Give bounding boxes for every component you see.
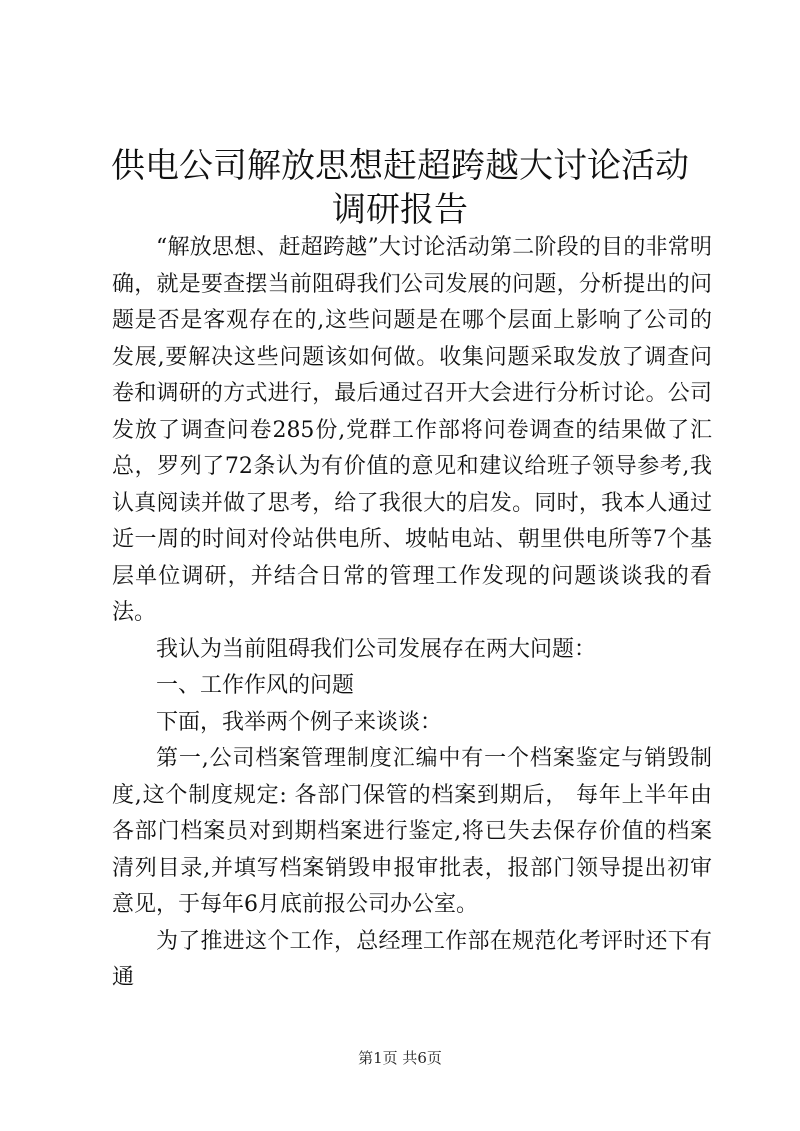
page-footer: 第1页 共6页 <box>358 1049 442 1067</box>
paragraph-first-example: 第一,公司档案管理制度汇编中有一个档案鉴定与销毁制度,这个制度规定: 各部门保管的档案到期后， 每年上半年由各部门档案员对到期档案进行鉴定,将已失去保存价值的档案清列目录,并填写档案销毁申报审批表，报部门领导提出初审意见，于每年6月底前报公司办公室。 <box>112 746 712 917</box>
paragraph-intro: “解放思想、赶超跨越”大讨论活动第二阶段的目的非常明确，就是要查摆当前阻碍我们公司发展的问题，分析提出的问题是否是客观存在的,这些问题是在哪个层面上影响了公司的发展,要解决这些问题该如何做。收集问题采取发放了调查问卷和调研的方式进行，最后通过召开大会进行分析讨论。公司发放了调查问卷285份,党群工作部将问卷调查的结果做了汇总，罗列了72条认为有价值的意见和建议给班子领导参考,我认真阅读并做了思考，给了我很大的启发。同时，我本人通过近一周的时间对伶站供电所、坡帖电站、朝里供电所等7个基层单位调研，并结合日常的管理工作发现的问题谈谈我的看法。 <box>112 235 712 625</box>
paragraph-two-problems: 我认为当前阻碍我们公司发展存在两大问题： <box>156 636 597 662</box>
paragraph-continuation: 为了推进这个工作，总经理工作部在规范化考评时还下有通 <box>112 928 712 990</box>
document-title: 供电公司解放思想赶超跨越大讨论活动调研报告 <box>111 146 689 230</box>
paragraph-examples-intro: 下面，我举两个例子来谈谈： <box>156 709 443 735</box>
section-heading-work-style: 一、工作作风的问题 <box>156 673 355 698</box>
document-body <box>112 230 712 997</box>
